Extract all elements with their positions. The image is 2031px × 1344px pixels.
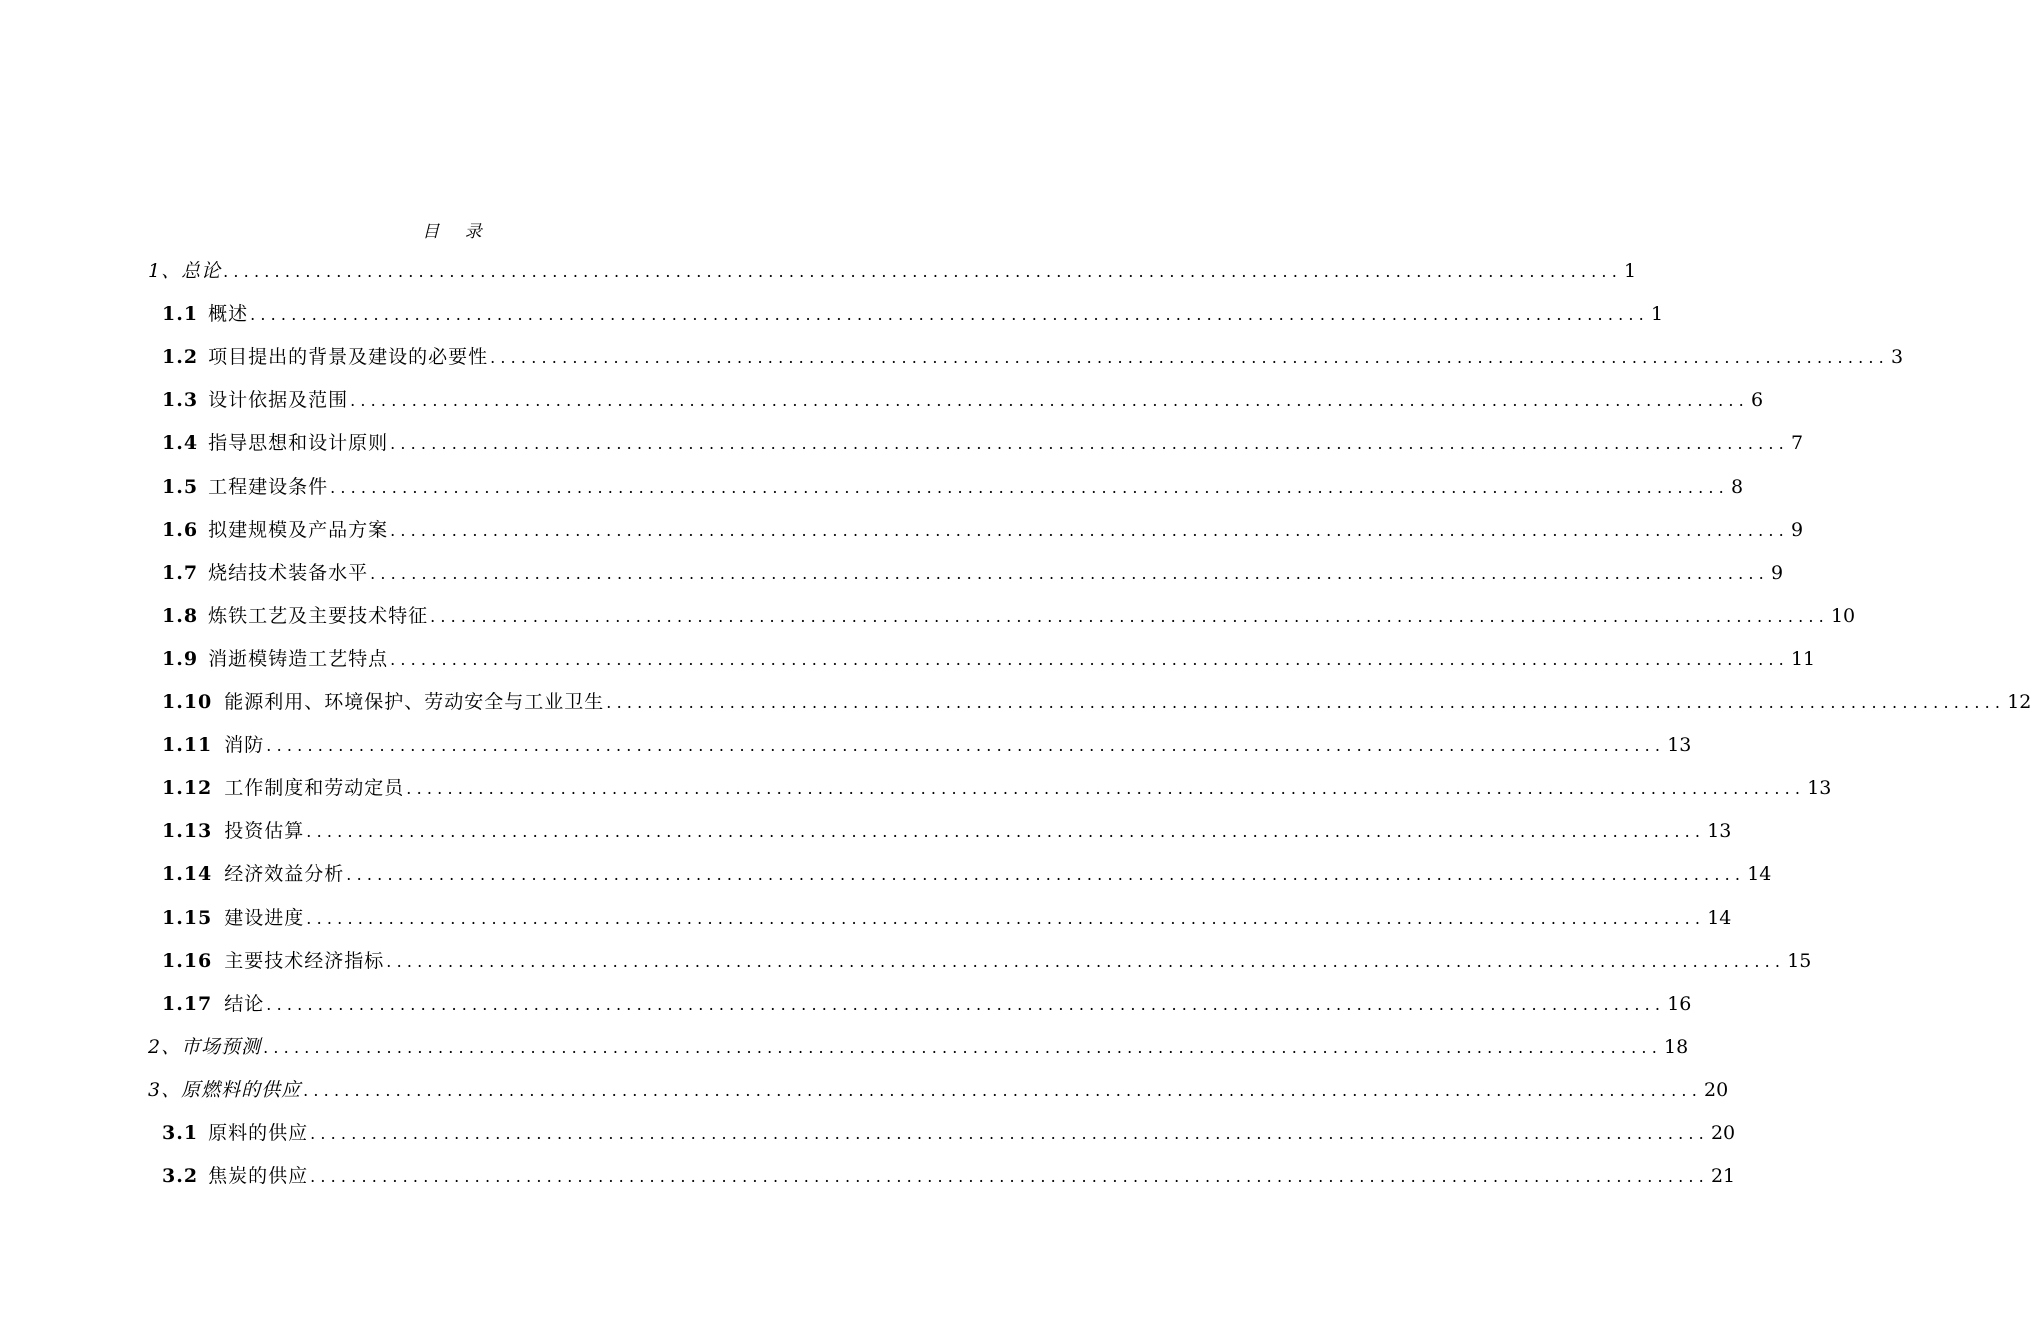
- toc-entry-page-number: 10: [1830, 604, 1856, 627]
- toc-entry-page-number: 13: [1667, 734, 1692, 757]
- toc-entry-leader: ........................................................................................................................................: [310, 1167, 1709, 1187]
- toc-entry-number: 1.7: [162, 561, 199, 584]
- toc-entry-leader: ........................................................................................................................................: [263, 1037, 1662, 1057]
- toc-entry[interactable]: [162, 513, 1804, 547]
- toc-entry-label: 工作制度和劳动定员: [224, 777, 405, 800]
- toc-entry-page-number: 9: [1770, 561, 1784, 584]
- toc-entry-page-number: 13: [1807, 777, 1832, 800]
- toc-entry[interactable]: [148, 254, 1637, 288]
- toc-entry-leader: ........................................................................................................................................: [306, 908, 1706, 928]
- toc-entry-page-number: 15: [1787, 949, 1812, 972]
- toc-entry-number: 1.12: [162, 777, 213, 800]
- toc-entry-leader: ........................................................................................................................................: [390, 649, 1789, 669]
- toc-entry-number: 1.6: [162, 518, 199, 541]
- toc-entry-page-number: 8: [1730, 475, 1744, 498]
- toc-entry-leader: ........................................................................................................................................: [350, 391, 1749, 411]
- toc-entry[interactable]: [162, 383, 1764, 417]
- toc-entry-page-number: 14: [1747, 863, 1772, 886]
- toc-entry-label: 结论: [224, 992, 265, 1015]
- toc-entry-leader: ........................................................................................................................................: [370, 563, 1769, 583]
- toc-entry-leader: ........................................................................................................................................: [390, 434, 1789, 454]
- toc-entry-page-number: 3: [1890, 346, 1904, 369]
- toc-entry-number: 1.1: [162, 303, 199, 326]
- toc-entry-label: 总论: [181, 260, 222, 282]
- toc-entry-label: 指导思想和设计原则: [208, 432, 389, 455]
- toc-entry[interactable]: [148, 1030, 1689, 1064]
- toc-entry-leader: ........................................................................................................................................: [430, 606, 1829, 626]
- toc-entry-number: 2、: [148, 1035, 182, 1058]
- toc-entry-label: 概述: [208, 303, 249, 326]
- toc-entry[interactable]: [162, 1159, 1736, 1193]
- toc-entry-leader: ........................................................................................................................................: [250, 305, 1649, 325]
- toc-entry-leader: ........................................................................................................................................: [310, 1124, 1709, 1143]
- toc-entry-label: 炼铁工艺及主要技术特征: [208, 604, 429, 627]
- toc-entry[interactable]: [162, 728, 1692, 762]
- toc-entry-number: 1.14: [162, 863, 213, 886]
- toc-entry-number: 1.3: [162, 389, 199, 412]
- toc-entry[interactable]: [162, 297, 1664, 331]
- toc-entry-label: 设计依据及范围: [208, 389, 349, 412]
- toc-entry[interactable]: [162, 426, 1804, 460]
- toc-entry-label: 拟建规模及产品方案: [208, 518, 389, 541]
- toc-entry-number: 1、: [148, 260, 182, 282]
- toc-entry-page-number: 9: [1790, 518, 1804, 541]
- toc-entry-leader: ........................................................................................................................................: [346, 865, 1746, 885]
- toc-entry-label: 消防: [224, 734, 265, 757]
- toc-entry-number: 1.11: [162, 734, 213, 757]
- toc-entry-number: 1.17: [162, 992, 213, 1015]
- toc-entry-page-number: 16: [1667, 992, 1692, 1015]
- toc-entry-label: 焦炭的供应: [208, 1165, 309, 1188]
- toc-entry[interactable]: [162, 901, 1732, 935]
- toc-entry-page-number: 6: [1750, 389, 1764, 412]
- toc-entry[interactable]: [162, 642, 1816, 676]
- toc-entry-number: 1.15: [162, 906, 213, 929]
- toc-entry-number: 1.2: [162, 346, 199, 369]
- toc-entry-number: 3.2: [162, 1165, 199, 1188]
- toc-entry-leader: ........................................................................................................................................: [266, 994, 1666, 1014]
- toc-entry-label: 原料的供应: [208, 1122, 309, 1144]
- toc-entry[interactable]: [162, 340, 1904, 374]
- toc-entry-leader: ........................................................................................................................................: [490, 348, 1889, 368]
- toc-entry-number: 1.9: [162, 647, 199, 670]
- toc-entry-number: 1.5: [162, 475, 199, 498]
- toc-entry[interactable]: [162, 944, 1812, 978]
- toc-entry-label: 消逝模铸造工艺特点: [208, 647, 389, 670]
- toc-entry-page-number: 7: [1790, 432, 1804, 455]
- toc-entry[interactable]: [162, 470, 1744, 504]
- toc-entry[interactable]: [162, 814, 1732, 848]
- toc-entry[interactable]: [162, 556, 1784, 590]
- toc-entry[interactable]: [162, 599, 1856, 633]
- toc-entry[interactable]: [162, 987, 1692, 1021]
- toc-entry-number: 3、: [148, 1078, 182, 1101]
- toc-entry-number: 3.1: [162, 1122, 199, 1144]
- toc-entry-leader: ........................................................................................................................................: [223, 262, 1622, 281]
- toc-entry-label: 市场预测: [181, 1035, 262, 1058]
- toc-entry-leader: ........................................................................................................................................: [303, 1080, 1702, 1100]
- toc-entry-number: 1.4: [162, 432, 199, 455]
- toc-entry-page-number: 11: [1790, 647, 1816, 670]
- toc-entry-page-number: 13: [1707, 820, 1732, 843]
- toc-entry-leader: ........................................................................................................................................: [406, 779, 1806, 799]
- toc-entry-label: 主要技术经济指标: [224, 949, 385, 972]
- toc-entry-label: 工程建设条件: [208, 475, 329, 498]
- toc-entry-label: 投资估算: [224, 820, 305, 843]
- toc-entry[interactable]: [162, 771, 1832, 805]
- toc-entry-page-number: 1: [1650, 303, 1664, 326]
- toc-entry-leader: ........................................................................................................................................: [390, 520, 1789, 540]
- toc-entry-number: 1.8: [162, 604, 199, 627]
- toc-entry-page-number: 14: [1707, 906, 1732, 929]
- toc-entry-page-number: 1: [1624, 260, 1637, 282]
- toc-entry[interactable]: [162, 1116, 1736, 1150]
- toc-entry-page-number: 20: [1704, 1078, 1729, 1101]
- toc-entry-label: 经济效益分析: [224, 863, 345, 886]
- toc-entry[interactable]: [148, 1073, 1729, 1107]
- toc-entry-leader: ........................................................................................................................................: [266, 736, 1666, 756]
- toc-entry-leader: ........................................................................................................................................: [330, 477, 1729, 497]
- toc-entry-leader: ........................................................................................................................................: [306, 822, 1706, 842]
- toc-entry-label: 能源利用、环境保护、劳动安全与工业卫生: [224, 691, 605, 713]
- toc-entry-label: 建设进度: [224, 906, 305, 929]
- toc-entry-number: 1.13: [162, 820, 213, 843]
- toc-entry-number: 1.16: [162, 949, 213, 972]
- toc-entry-page-number: 21: [1710, 1165, 1736, 1188]
- toc-entry[interactable]: [162, 685, 2031, 719]
- toc-title: 目 录: [422, 222, 492, 242]
- toc-entry-leader: ........................................................................................................................................: [386, 951, 1786, 971]
- toc-entry-label: 项目提出的背景及建设的必要性: [208, 346, 489, 369]
- toc-entry[interactable]: [162, 857, 1772, 891]
- toc-entry-leader: ........................................................................................................................................: [606, 693, 2006, 712]
- toc-entry-page-number: 20: [1710, 1122, 1736, 1144]
- toc-entry-label: 烧结技术装备水平: [208, 561, 369, 584]
- toc-entry-label: 原燃料的供应: [181, 1078, 302, 1101]
- toc-entry-page-number: 12: [2007, 691, 2031, 713]
- toc-entry-number: 1.10: [162, 691, 213, 713]
- toc-entry-page-number: 18: [1664, 1035, 1689, 1058]
